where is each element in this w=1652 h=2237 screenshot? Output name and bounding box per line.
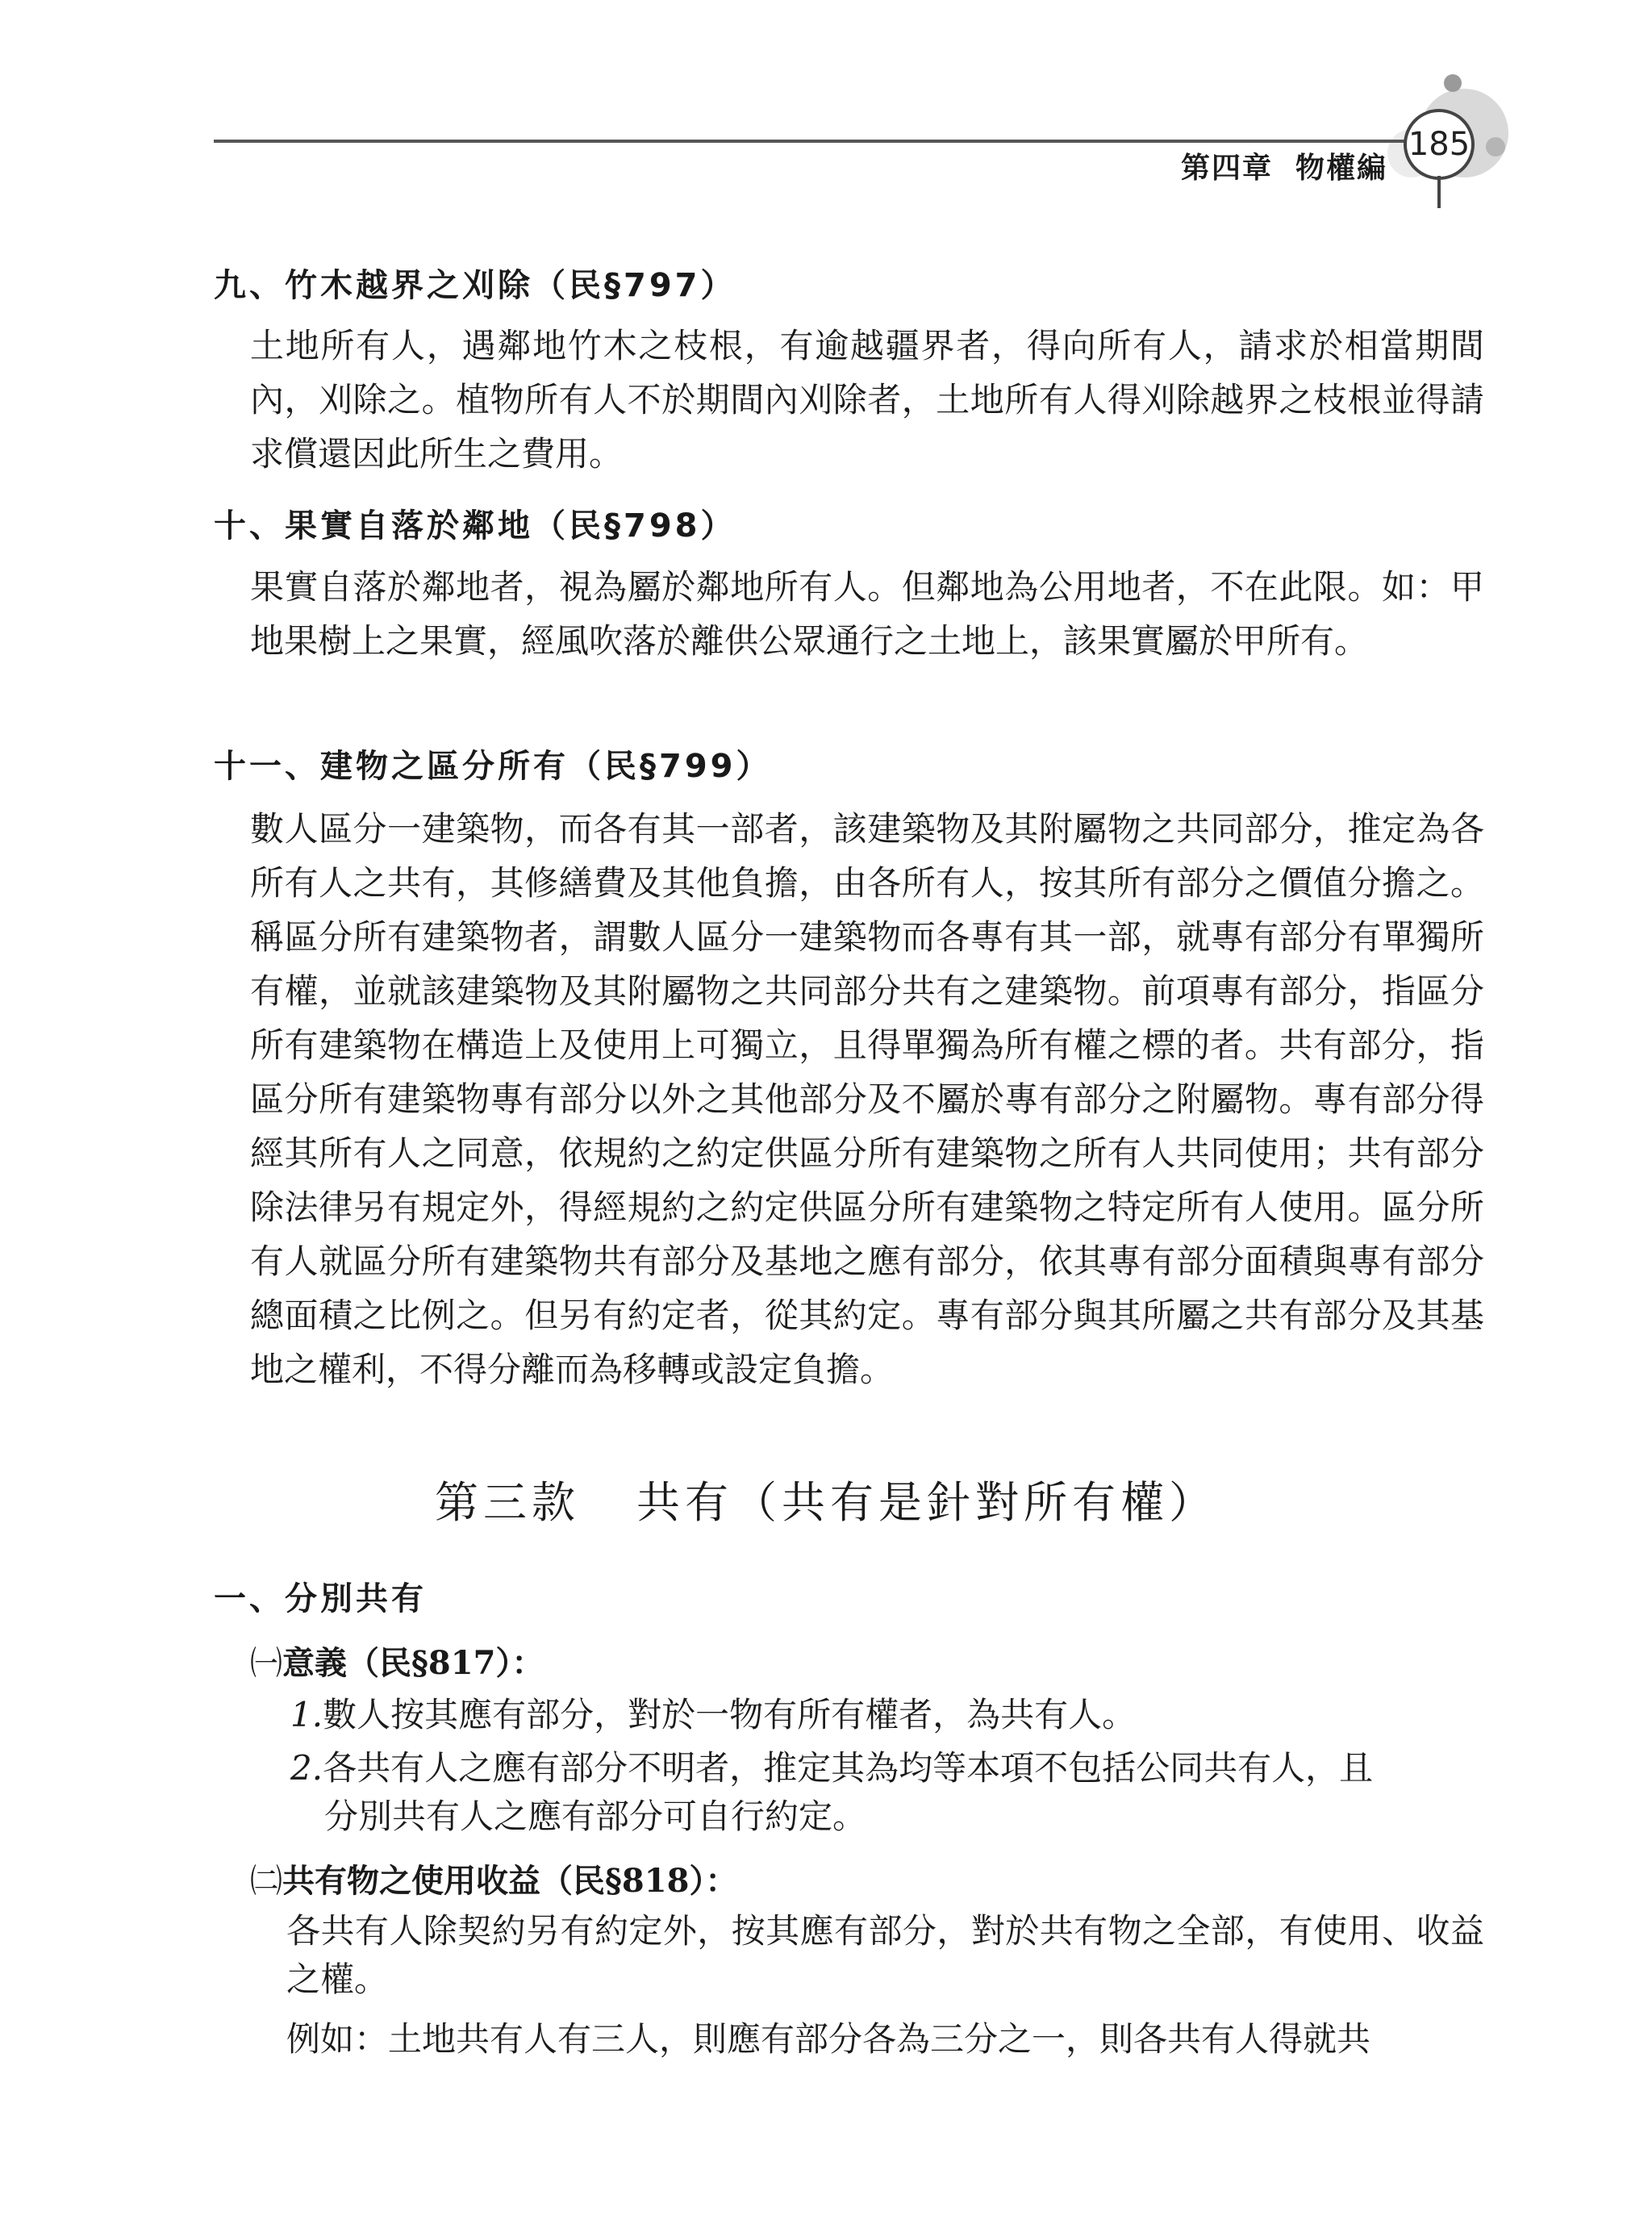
- section-heading-797: 九、竹木越界之刈除（民§797）: [214, 267, 736, 304]
- section-heading-798: 十、果實自落於鄰地（民§798）: [214, 507, 736, 545]
- co-ownership-heading: 一、分別共有: [214, 1580, 427, 1617]
- meaning-marker: ㈠: [250, 1645, 282, 1682]
- section-body-797: 土地所有人，遇鄰地竹木之枝根，有逾越疆界者，得向所有人，請求於相當期間內，刈除之。植物所有人不於期間內刈除者，土地所有人得刈除越界之枝根並得請求償還因此所生之費用。: [250, 326, 1484, 474]
- usage-example: 例如：土地共有人有三人，則應有部分各為三分之一，則各共有人得就共: [286, 2019, 1371, 2059]
- usage-subheading: [250, 1855, 737, 1901]
- part-label: 物權編: [1295, 151, 1387, 185]
- decorative-circle-right: [1486, 137, 1505, 157]
- item-text-continued: 分別共有人之應有部分可自行約定。: [324, 1797, 867, 1836]
- meaning-item-2: [290, 1744, 1484, 1841]
- meaning-label: 意義（民§817）：: [282, 1644, 544, 1682]
- usage-marker: ㈡: [250, 1863, 282, 1900]
- page-number-stem: [1437, 176, 1441, 208]
- decorative-circle-small: [1444, 74, 1462, 92]
- section-title: [0, 1468, 1652, 1530]
- meaning-subheading: [250, 1638, 544, 1684]
- section-body-798: 果實自落於鄰地者，視為屬於鄰地所有人。但鄰地為公用地者，不在此限。如：甲地果樹上之果實，經風吹落於離供公眾通行之土地上，該果實屬於甲所有。: [250, 567, 1484, 661]
- section-title-number: 第三款: [435, 1477, 580, 1528]
- usage-label: 共有物之使用收益（民§818）：: [282, 1862, 738, 1900]
- header-rule: [214, 140, 1424, 143]
- section-title-text: 共有（共有是針對所有權）: [636, 1477, 1217, 1528]
- section-heading-799: 十一、建物之區分所有（民§799）: [214, 748, 772, 785]
- chapter-label: 第四章: [1180, 151, 1273, 185]
- usage-body: 各共有人除契約另有約定外，按其應有部分，對於共有物之全部，有使用、收益之權。: [286, 1911, 1484, 1999]
- item-number: 2.: [290, 1748, 323, 1788]
- item-number: 1.: [290, 1695, 323, 1734]
- meaning-item-1: [290, 1691, 1484, 1739]
- page-number: 185: [1404, 109, 1475, 180]
- item-text: 各共有人之應有部分不明者，推定其為均等本項不包括公同共有人，且: [323, 1748, 1374, 1788]
- item-text: 數人按其應有部分，對於一物有所有權者，為共有人。: [323, 1695, 1137, 1734]
- section-body-799: 數人區分一建築物，而各有其一部者，該建築物及其附屬物之共同部分，推定為各所有人之共有，其修繕費及其他負擔，由各所有人，按其所有部分之價值分擔之。稱區分所有建築物者，謂數人區分一建築物而各專有其一部，就專有部分有單獨所有權，並就該建築物及其附屬物之共同部分共有之建築物。前項專有部分，指區分所有建築物在構造上及使用上可獨立，且得單獨為所有權之標的者。共有部分，指區分所有建築物專有部分以外之其他部分及不屬於專有部分之附屬物。專有部分得經其所有人之同意，依規約之約定供區分所有建築物之所有人共同使用；共有部分除法律另有規定外，得經規約之約定供區分所有建築物之特定所有人使用。區分所有人就區分所有建築物共有部分及基地之應有部分，依其專有部分面積與專有部分總面積之比例之。但另有約定者，從其約定。專有部分與其所屬之共有部分及其基地之權利，不得分離而為移轉或設定負擔。: [250, 809, 1484, 1389]
- running-head: [1121, 145, 1387, 186]
